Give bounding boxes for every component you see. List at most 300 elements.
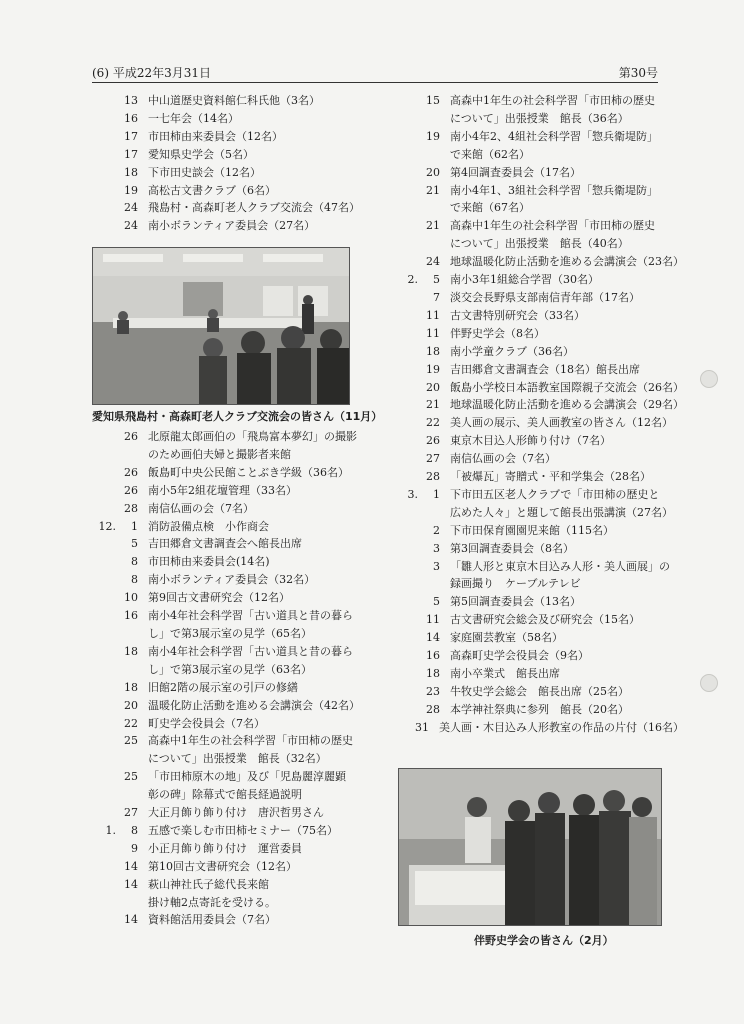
entry-month (394, 217, 418, 235)
entry-day: 21 (426, 398, 440, 412)
list-item (394, 217, 684, 235)
entry-text: のため画伯夫婦と撮影者来館 (148, 447, 291, 461)
list-item (394, 683, 684, 701)
entry-month (394, 504, 418, 522)
entry-text: 吉田郷倉文書調査会（18名）館長出席 (450, 362, 640, 376)
entry-month (92, 482, 116, 500)
entry-text: 南小3年1組総合学習（30名） (450, 273, 599, 287)
entry-month (92, 589, 116, 607)
entry-day (418, 235, 440, 253)
entry-month (394, 558, 418, 576)
entry-month (92, 128, 116, 146)
entry-day: 21 (426, 219, 440, 233)
list-item (394, 558, 684, 576)
entry-text: 飛島村・高森町老人クラブ交流会（47名） (148, 201, 360, 215)
entry-month (92, 750, 116, 768)
entry-month (92, 464, 116, 482)
entry-text: について」出張授業 館長（40名） (450, 237, 629, 251)
entry-month (394, 199, 418, 217)
entry-day: 2 (433, 523, 440, 537)
entry-day: 28 (426, 702, 440, 716)
entry-text: 第10回古文書研究会（12名） (148, 859, 297, 873)
entry-month (394, 611, 418, 629)
entry-month (92, 643, 116, 661)
entry-month (394, 593, 418, 611)
entry-day: 18 (124, 644, 138, 658)
entry-text: 飯島小学校日本語教室国際親子交流会（26名） (450, 380, 684, 394)
list-item (92, 110, 392, 128)
list-item (394, 396, 684, 414)
list-item (394, 146, 684, 164)
entry-day: 17 (124, 147, 138, 161)
entry-month (394, 325, 418, 343)
entry-month (394, 432, 418, 450)
list-item (394, 414, 684, 432)
entry-text: 南信仏画の会（7名） (148, 501, 254, 515)
entry-text: 東京木目込人形飾り付け（7名） (450, 434, 611, 448)
entry-day: 11 (426, 308, 440, 322)
entry-text: 市田柿由来委員会(14名) (148, 555, 270, 569)
entry-month: 3. (407, 487, 418, 501)
entry-text: 淡交会長野県支部南信青年部（17名） (450, 290, 640, 304)
list-item (92, 553, 412, 571)
entry-day: 16 (124, 609, 138, 623)
header-issue-number: 第30号 (618, 66, 658, 80)
entry-month (394, 396, 418, 414)
entry-day: 13 (124, 94, 138, 107)
entry-text: 録画撮り ケーブルテレビ (450, 577, 581, 591)
entry-text: 中山道歴史資料館仁科氏他（3名） (148, 94, 320, 107)
entry-text: 五感で楽しむ市田柿セミナー（75名） (148, 823, 338, 837)
list-item (394, 701, 684, 719)
list-item (394, 325, 684, 343)
list-item (394, 128, 684, 146)
entry-text: 牛牧史学会総会 館長出席（25名） (450, 684, 629, 698)
entry-day: 22 (124, 716, 138, 730)
list-item (394, 361, 684, 379)
entry-day: 25 (124, 734, 138, 748)
entry-text: 旧館2階の展示室の引戸の修繕 (148, 680, 298, 694)
entry-text: 「雛人形と東京木目込み人形・美人画展」の (450, 559, 670, 573)
list-item (394, 379, 684, 397)
list-item (92, 661, 412, 679)
entry-text: 高森町史学会役員会（9名） (450, 649, 589, 663)
list-item (394, 343, 684, 361)
entry-text: 伴野史学会（8名） (450, 326, 545, 340)
entry-text: について」出張授業 館長（32名） (148, 752, 327, 766)
entry-day (418, 575, 440, 593)
entry-day: 8 (131, 573, 138, 587)
entry-month (92, 571, 116, 589)
entry-month (394, 414, 418, 432)
entry-month (394, 343, 418, 361)
entry-text: 南小5年2組花壇管理（33名） (148, 483, 297, 497)
list-item (394, 450, 684, 468)
entry-text: 第3回調査委員会（8名） (450, 541, 574, 555)
entry-month (394, 450, 418, 468)
binder-hole (700, 370, 718, 388)
entry-text: 愛知県史学会（5名） (148, 147, 254, 161)
list-item (92, 428, 412, 446)
entry-text: 北原龍太郎画伯の「飛鳥富本夢幻」の撮影 (148, 430, 357, 443)
header-date: (6) 平成22年3月31日 (92, 66, 211, 80)
entry-day: 1 (131, 519, 138, 533)
entry-day: 18 (426, 344, 440, 358)
entry-day: 11 (426, 326, 440, 340)
list-item (394, 522, 684, 540)
entry-text: 南小学童クラブ（36名） (450, 344, 574, 358)
entry-month (92, 199, 116, 217)
entry-text: 南小ボランティア委員会（27名） (148, 219, 316, 233)
entry-text: 美人画・木目込み人形教室の作品の片付（16名） (439, 720, 684, 734)
list-item (92, 464, 412, 482)
entry-text: 家庭園芸教室（58名） (450, 631, 563, 645)
entry-month (394, 182, 418, 200)
list-item (92, 715, 412, 733)
entry-month (394, 253, 418, 271)
entry-month (394, 540, 418, 558)
list-item (92, 679, 412, 697)
list-item (394, 468, 684, 486)
entry-month (92, 607, 116, 625)
entry-day (116, 661, 138, 679)
entry-month (394, 289, 418, 307)
list-item (92, 535, 412, 553)
entry-text: 第9回古文書研究会（12名） (148, 591, 290, 605)
entry-day (116, 894, 138, 912)
entry-month (92, 446, 116, 464)
list-item (394, 271, 684, 289)
entry-day: 7 (433, 290, 440, 304)
entry-day: 27 (426, 452, 440, 466)
entry-month (92, 92, 116, 110)
entry-day: 10 (124, 591, 138, 605)
list-item (394, 611, 684, 629)
photo-club-exchange-caption: 愛知県飛島村・高森町老人クラブ交流会の皆さん（11月） (92, 410, 383, 423)
entry-month (92, 500, 116, 518)
entry-day: 28 (426, 470, 440, 484)
list-item (92, 876, 412, 894)
list-item (394, 110, 684, 128)
entry-day: 19 (426, 362, 440, 376)
entry-text: 第5回調査委員会（13名） (450, 595, 581, 609)
list-item (92, 894, 412, 912)
entry-text: 古文書研究会総会及び研究会（15名） (450, 613, 640, 627)
entry-text: 南小4年2、4組社会科学習「惣兵衛堤防」 (450, 129, 658, 143)
entry-month (92, 786, 116, 804)
entry-text: で来館（62名） (450, 147, 530, 161)
list-item (92, 182, 392, 200)
entry-day: 24 (124, 219, 138, 233)
list-item (92, 446, 412, 464)
entry-day: 24 (124, 201, 138, 215)
list-item (92, 822, 412, 840)
page-header (92, 62, 658, 83)
photo-historical-society-caption: 伴野史学会の皆さん（2月） (474, 934, 614, 947)
list-item (92, 768, 412, 786)
entry-month (394, 575, 418, 593)
entry-text: 地球温暖化防止活動を進める会講演会（29名） (450, 398, 684, 412)
entry-day (418, 504, 440, 522)
entry-day: 27 (124, 806, 138, 820)
entry-day: 18 (124, 680, 138, 694)
entry-day: 14 (124, 859, 138, 873)
entry-text: 古文書特別研究会（33名） (450, 308, 585, 322)
list-item (92, 217, 392, 235)
entry-day (418, 146, 440, 164)
entry-text: し」で第3展示室の見学（63名） (148, 662, 312, 676)
entry-day: 8 (131, 555, 138, 569)
entry-text: 広めた人々」と題して館長出張講演（27名） (450, 505, 673, 519)
list-item (394, 719, 684, 737)
list-item (394, 540, 684, 558)
entry-day: 19 (124, 183, 138, 197)
entry-day: 8 (131, 823, 138, 837)
left-column-bottom-list (92, 428, 412, 929)
entry-text: 南小4年1、3組社会科学習「惣兵衛堤防」 (450, 183, 658, 197)
entry-text: 市田柿由来委員会（12名） (148, 129, 283, 143)
entry-day: 17 (124, 129, 138, 143)
list-item (394, 235, 684, 253)
entry-month: 2. (407, 273, 418, 287)
list-item (92, 804, 412, 822)
entry-day: 1 (433, 487, 440, 501)
entry-month (92, 840, 116, 858)
entry-day: 9 (131, 841, 138, 855)
entry-text: 「市田柿原木の地」及び「児島麗淳麗顕 (148, 770, 346, 784)
entry-text: 下市田五区老人クラブで「市田柿の歴史と (450, 487, 660, 501)
entry-day (116, 750, 138, 768)
entry-month (92, 858, 116, 876)
list-item (92, 625, 412, 643)
entry-month (92, 110, 116, 128)
entry-month (394, 379, 418, 397)
entry-text: 下市田史談会（12名） (148, 165, 261, 179)
entry-month (394, 629, 418, 647)
entry-text: 一七年会（14名） (148, 111, 239, 125)
entry-day: 14 (124, 913, 138, 927)
entry-text: 南信仏画の会（7名） (450, 452, 556, 466)
entry-month: 12. (98, 519, 116, 533)
list-item (394, 504, 684, 522)
entry-day: 11 (426, 613, 440, 627)
entry-month (92, 535, 116, 553)
entry-text: 下市田保育園園児来館（115名） (450, 523, 614, 537)
left-column-top-list (92, 92, 392, 235)
entry-day: 16 (426, 649, 440, 663)
entry-month (92, 894, 116, 912)
list-item (394, 575, 684, 593)
entry-month (394, 164, 418, 182)
entry-month (394, 235, 418, 253)
entry-day: 20 (124, 698, 138, 712)
entry-month (394, 128, 418, 146)
list-item (92, 697, 412, 715)
entry-month (92, 182, 116, 200)
entry-month (394, 683, 418, 701)
entry-month (394, 647, 418, 665)
entry-text: 温暖化防止活動を進める会講演会（42名） (148, 698, 360, 712)
entry-text: 南小4年社会科学習「古い道具と昔の暮ら (148, 644, 353, 658)
entry-text: 南小卒業式 館長出席 (450, 667, 560, 680)
entry-text: 高森中1年生の社会科学習「市田柿の歴史 (148, 734, 353, 748)
entry-month (394, 146, 418, 164)
list-item (92, 199, 392, 217)
entry-month (92, 911, 116, 929)
entry-text: 資料館活用委員会（7名） (148, 913, 276, 927)
entry-day: 20 (426, 380, 440, 394)
entry-day: 3 (433, 541, 440, 555)
list-item (92, 643, 412, 661)
entry-text: 南小ボランティア委員会（32名） (148, 573, 316, 587)
entry-month (92, 715, 116, 733)
entry-day: 31 (415, 720, 429, 734)
list-item (394, 647, 684, 665)
list-item (92, 164, 392, 182)
list-item (92, 840, 412, 858)
list-item (92, 571, 412, 589)
list-item (92, 500, 412, 518)
entry-text: 「被爆瓦」寄贈式・平和学集会（28名） (450, 470, 651, 484)
list-item (394, 199, 684, 217)
entry-day: 5 (131, 537, 138, 551)
right-column-list (394, 92, 684, 737)
entry-text: について」出張授業 館長（36名） (450, 111, 629, 125)
entry-month (394, 92, 418, 110)
entry-day: 14 (426, 631, 440, 645)
list-item (92, 482, 412, 500)
entry-day: 19 (426, 129, 440, 143)
entry-day (116, 786, 138, 804)
entry-day (116, 625, 138, 643)
entry-text: 高松古文書クラブ（6名） (148, 183, 276, 197)
list-item (394, 92, 684, 110)
list-item (92, 858, 412, 876)
entry-month (92, 804, 116, 822)
photo-historical-society (398, 768, 662, 926)
entry-month (394, 468, 418, 486)
list-item (92, 732, 412, 750)
entry-day: 5 (433, 595, 440, 609)
list-item (92, 911, 412, 929)
entry-month (394, 701, 418, 719)
entry-day: 25 (124, 770, 138, 784)
entry-day (418, 110, 440, 128)
entry-day: 3 (433, 559, 440, 573)
list-item (92, 128, 392, 146)
entry-month (92, 625, 116, 643)
entry-text: 消防設備点検 小作商会 (148, 519, 269, 533)
list-item (394, 593, 684, 611)
list-item (92, 607, 412, 625)
list-item (92, 146, 392, 164)
entry-day: 14 (124, 877, 138, 891)
list-item (394, 629, 684, 647)
entry-day: 26 (426, 434, 440, 448)
entry-text: で来館（67名） (450, 201, 530, 215)
list-item (92, 589, 412, 607)
entry-month (92, 428, 116, 446)
photo-club-exchange (92, 247, 350, 405)
entry-month (92, 553, 116, 571)
list-item (92, 750, 412, 768)
entry-text: 吉田郷倉文書調査会へ館長出席 (148, 537, 302, 551)
entry-day: 20 (426, 165, 440, 179)
entry-text: 萩山神社氏子総代長来館 (148, 877, 269, 891)
entry-month (394, 719, 412, 737)
entry-month (394, 307, 418, 325)
entry-month (394, 110, 418, 128)
entry-month (92, 164, 116, 182)
entry-day (418, 199, 440, 217)
entry-day: 24 (426, 255, 440, 269)
entry-month (92, 217, 116, 235)
entry-month (92, 661, 116, 679)
entry-day: 21 (426, 183, 440, 197)
list-item (394, 665, 684, 683)
list-item (92, 518, 412, 536)
entry-text: 高森中1年生の社会科学習「市田柿の歴史 (450, 94, 655, 107)
entry-day: 18 (124, 165, 138, 179)
entry-day: 23 (426, 684, 440, 698)
entry-text: 第4回調査委員会（17名） (450, 165, 581, 179)
entry-day: 26 (124, 430, 138, 443)
list-item (394, 307, 684, 325)
list-item (394, 289, 684, 307)
entry-month (92, 679, 116, 697)
entry-text: 飯島町中央公民館ことぶき学級（36名） (148, 465, 349, 479)
entry-month (92, 732, 116, 750)
list-item (92, 92, 392, 110)
list-item (394, 432, 684, 450)
entry-text: 彰の碑」除幕式で館長経過説明 (148, 788, 302, 802)
entry-day: 26 (124, 465, 138, 479)
entry-day: 28 (124, 501, 138, 515)
entry-day: 5 (433, 273, 440, 287)
entry-month (394, 522, 418, 540)
entry-month (394, 361, 418, 379)
entry-month: 1. (105, 823, 116, 837)
entry-text: 小正月飾り飾り付け 運営委員 (148, 841, 302, 855)
entry-day: 15 (426, 94, 440, 107)
list-item (394, 182, 684, 200)
entry-day: 16 (124, 111, 138, 125)
list-item (394, 486, 684, 504)
list-item (394, 253, 684, 271)
list-item (394, 164, 684, 182)
entry-text: 町史学会役員会（7名） (148, 716, 265, 730)
entry-text: し」で第3展示室の見学（65名） (148, 626, 312, 640)
entry-text: 掛け軸2点寄託を受ける。 (148, 895, 276, 909)
entry-day (116, 446, 138, 464)
entry-day: 22 (426, 416, 440, 430)
entry-day: 26 (124, 483, 138, 497)
entry-month (92, 876, 116, 894)
entry-text: 地球温暖化防止活動を進める会講演会（23名） (450, 255, 684, 269)
entry-text: 高森中1年生の社会科学習「市田柿の歴史 (450, 219, 655, 233)
entry-text: 本学神社祭典に参列 館長（20名） (450, 702, 629, 716)
entry-text: 大正月飾り飾り付け 唐沢哲男さん (148, 806, 324, 820)
list-item (92, 786, 412, 804)
entry-month (92, 146, 116, 164)
entry-month (92, 697, 116, 715)
entry-day: 18 (426, 667, 440, 680)
entry-text: 美人画の展示、美人画教室の皆さん（12名） (450, 416, 673, 430)
entry-month (92, 768, 116, 786)
binder-hole (700, 674, 718, 692)
entry-text: 南小4年社会科学習「古い道具と昔の暮ら (148, 609, 353, 623)
entry-month (394, 665, 418, 683)
